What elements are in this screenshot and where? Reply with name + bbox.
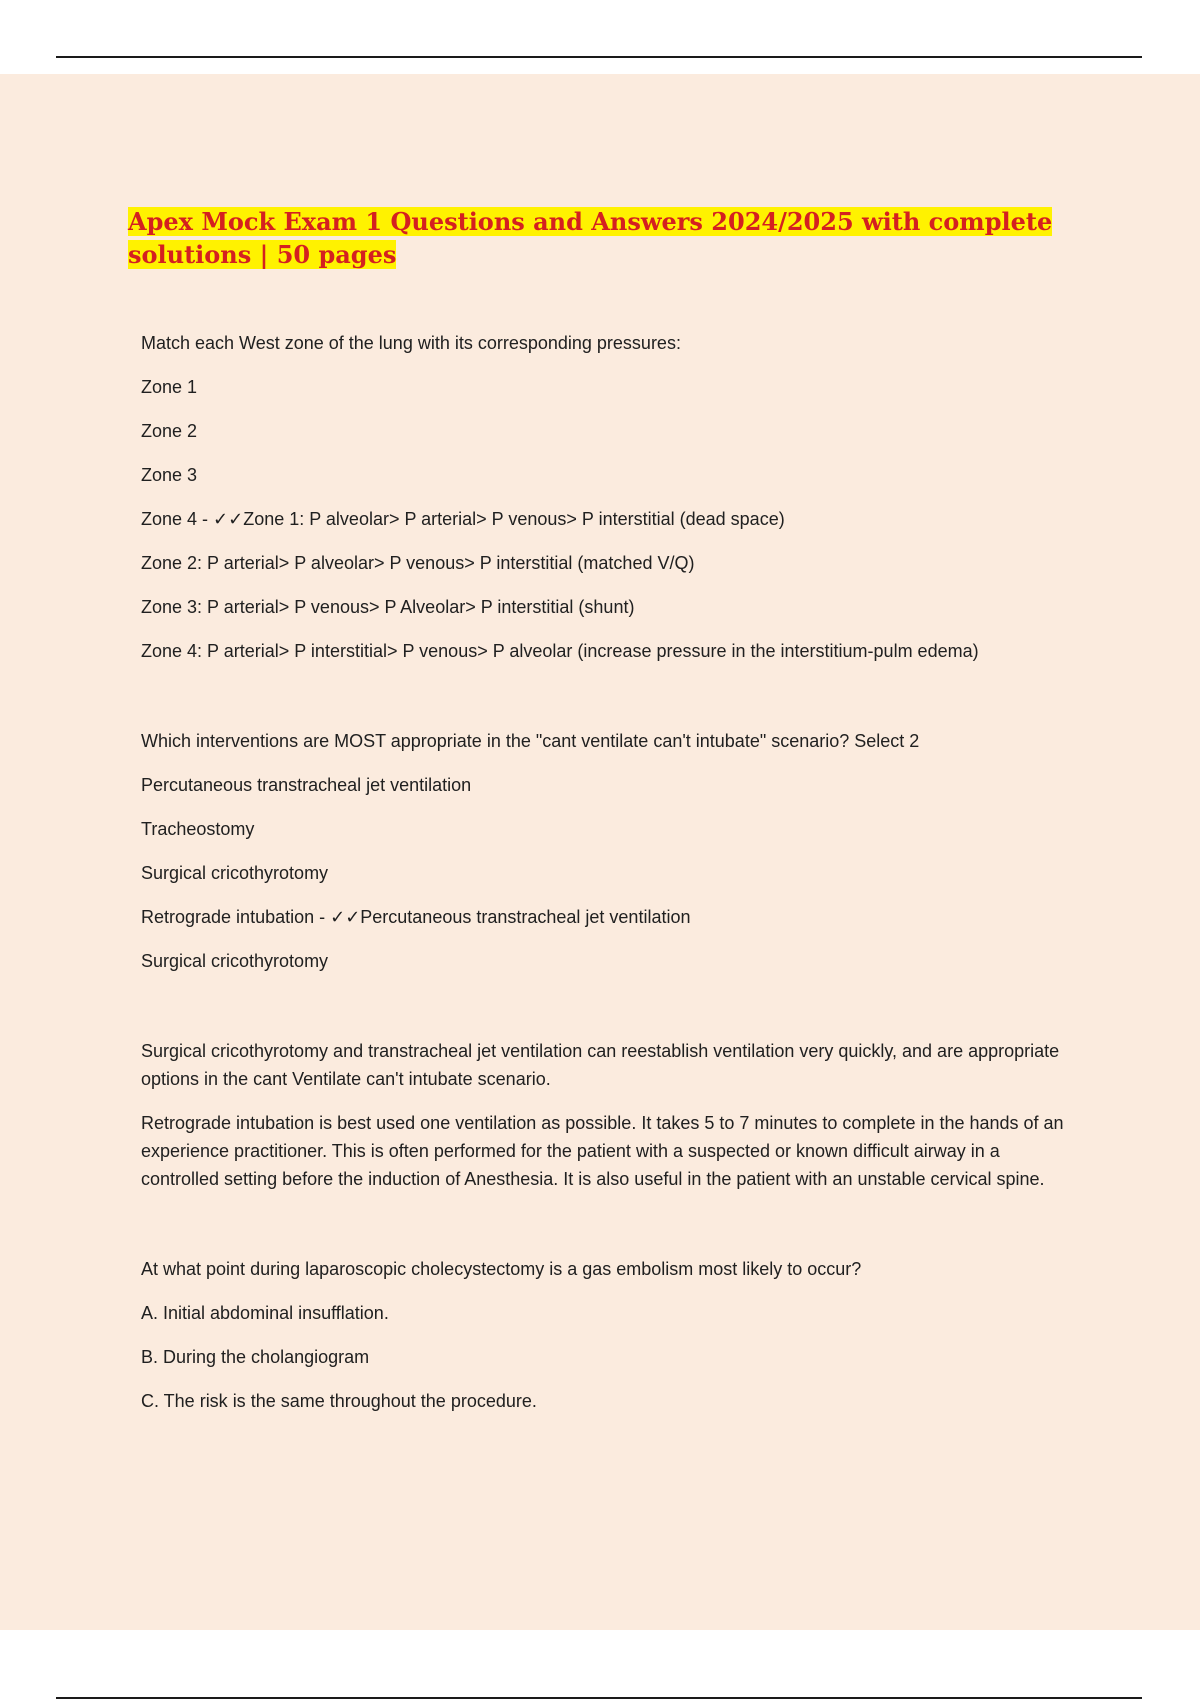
question-3-option: B. During the cholangiogram bbox=[141, 1347, 370, 1367]
question-3-option: A. Initial abdominal insufflation. bbox=[141, 1303, 389, 1323]
question-1-answer-line: Zone 4 - ✓✓Zone 1: P alveolar> P arterial> P venous> P interstitial (dead space) bbox=[141, 509, 785, 529]
question-2-prompt: Which interventions are MOST appropriate in the "cant ventilate can't intubate" scenario? Select 2 bbox=[141, 731, 920, 751]
document-title bbox=[128, 205, 1088, 271]
spacer bbox=[141, 1209, 1071, 1255]
document-title-text: Apex Mock Exam 1 Questions and Answers 2024/2025 with complete solutions | 50 pages bbox=[128, 207, 1053, 269]
spacer bbox=[141, 991, 1071, 1037]
question-1 bbox=[141, 329, 1071, 665]
explanation-paragraph: Retrograde intubation is best used one ventilation as possible. It takes 5 to 7 minutes to complete in the hands of an experience practitioner. This is often performed for the patient with a suspected or known difficult airway in a controlled setting before the induction of Anesthesia. It is also useful in the patient with an unstable cervical spine. bbox=[141, 1113, 1064, 1189]
question-2-answer-line: Retrograde intubation - ✓✓Percutaneous transtracheal jet ventilation bbox=[141, 907, 691, 927]
explanation-paragraph: Surgical cricothyrotomy and transtracheal jet ventilation can reestablish ventilation very quickly, and are appropriate options in the cant Ventilate can't intubate scenario. bbox=[141, 1041, 1060, 1089]
question-1-line: Zone 1 bbox=[141, 377, 198, 397]
question-2 bbox=[141, 727, 1071, 975]
spacer bbox=[141, 681, 1071, 727]
question-1-answer-line: Zone 4: P arterial> P interstitial> P venous> P alveolar (increase pressure in the interstitium-pulm edema) bbox=[141, 641, 979, 661]
question-1-answer-line: Zone 3: P arterial> P venous> P Alveolar> P interstitial (shunt) bbox=[141, 597, 635, 617]
question-1-line: Zone 2 bbox=[141, 421, 198, 441]
question-1-prompt: Match each West zone of the lung with its corresponding pressures: bbox=[141, 333, 681, 353]
question-2-option: Tracheostomy bbox=[141, 819, 255, 839]
question-2-explanation bbox=[141, 1037, 1071, 1193]
document-body bbox=[141, 329, 1071, 1431]
question-3-prompt: At what point during laparoscopic cholecystectomy is a gas embolism most likely to occur? bbox=[141, 1259, 862, 1279]
question-3-option: C. The risk is the same throughout the procedure. bbox=[141, 1391, 537, 1411]
question-1-answer-line: Zone 2: P arterial> P alveolar> P venous> P interstitial (matched V/Q) bbox=[141, 553, 695, 573]
question-3 bbox=[141, 1255, 1071, 1415]
question-2-option: Surgical cricothyrotomy bbox=[141, 863, 329, 883]
question-2-answer-line: Surgical cricothyrotomy bbox=[141, 951, 329, 971]
footer-rule bbox=[56, 1697, 1142, 1699]
question-2-option: Percutaneous transtracheal jet ventilation bbox=[141, 775, 472, 795]
question-1-line: Zone 3 bbox=[141, 465, 198, 485]
header-rule bbox=[56, 56, 1142, 58]
